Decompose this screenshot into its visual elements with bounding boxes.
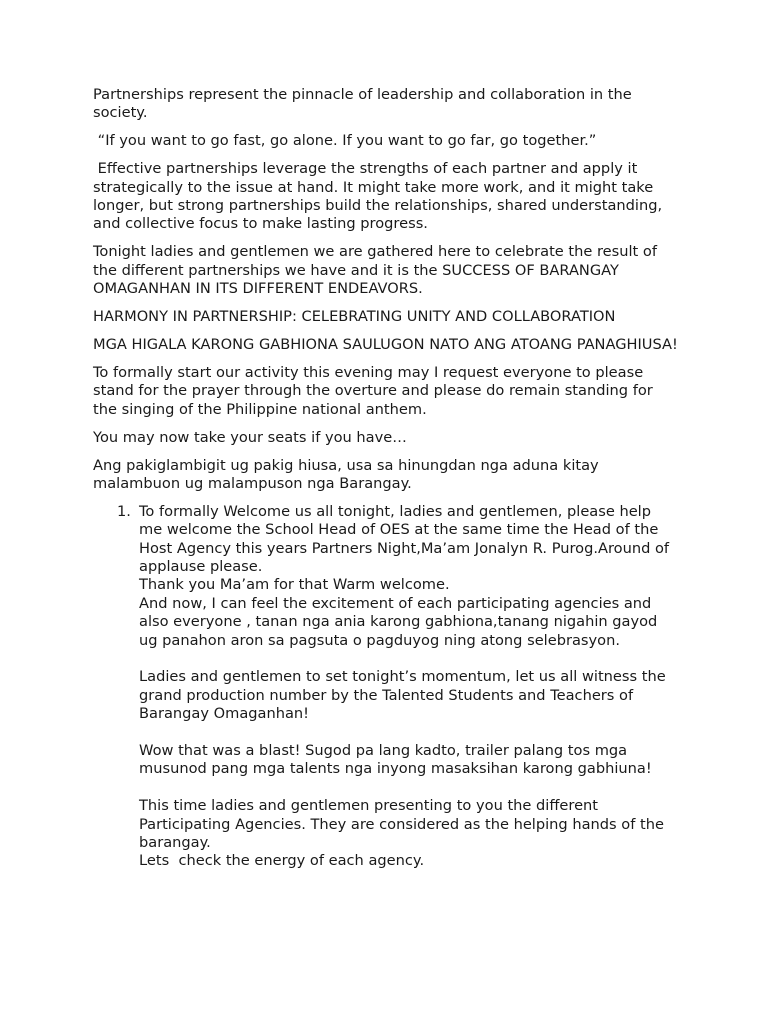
paragraph-seats: You may now take your seats if you have… [93,428,407,446]
list-line-energy: Lets check the energy of each agency. [139,852,425,870]
numbered-list [93,503,678,871]
paragraph-celebration: Tonight ladies and gentlemen we are gathered here to celebrate the result of the different partnerships we have and it is the SUCCESS OF BARANGAY OMAGANHAN IN ITS DIFFERENT ENDEAVORS. [93,243,662,298]
list-item [93,503,678,871]
list-line-welcome: To formally Welcome us all tonight, ladies and gentlemen, please help me welcome the School Head of OES at the same time the Head of the Host Agency this years Partners Night,Ma’am Jonalyn R. Purog.Around of applause please. [139,502,674,576]
paragraph-prayer-anthem: To formally start our activity this evening may I request everyone to please stand for the prayer through the overture and please do remain standing for the singing of the Philippine national anthem. [93,363,658,418]
list-line-blank [139,724,678,742]
list-line-production-number: Ladies and gentlemen to set tonight’s momentum, let us all witness the grand production number by the Talented Students and Teachers of Barangay Omaganhan! [139,668,671,723]
paragraph-theme: HARMONY IN PARTNERSHIP: CELEBRATING UNITY AND COLLABORATION [93,308,616,326]
list-line-blank [139,779,678,797]
list-line-excitement: And now, I can feel the excitement of each participating agencies and also everyone , tanan nga ania karong gabhiona,tanang nigahin gayod ug panahon aron sa pagsuta o pagduyog ning atong selebrasyon. [139,594,662,649]
paragraph-greeting: MGA HIGALA KARONG GABHIONA SAULUGON NATO ANG ATOANG PANAGHIUSA! [93,335,678,353]
list-line-blank [139,650,678,668]
list-line-thank-you: Thank you Ma’am for that Warm welcome. [139,576,450,594]
paragraph-intro: Partnerships represent the pinnacle of leadership and collaboration in the society. [93,86,637,122]
paragraph-unity: Ang pakiglambigit ug pakig hiusa, usa sa hinungdan nga aduna kitay malambuon ug malampuson nga Barangay. [93,456,604,492]
list-number: 1. [117,502,131,520]
list-line-agencies: This time ladies and gentlemen presenting to you the different Participating Agencies. They are considered as the helping hands of the barangay. [139,797,669,852]
list-line-blast: Wow that was a blast! Sugod pa lang kadto, trailer palang tos mga musunod pang mga talents nga inyong masaksihan karong gabhiuna! [139,742,652,778]
paragraph-quote: “If you want to go fast, go alone. If you want to go far, go together.” [93,132,597,150]
paragraph-effective-partnerships: Effective partnerships leverage the strengths of each partner and apply it strategically to the issue at hand. It might take more work, and it might take longer, but strong partnerships build the relationships, shared understanding, and collective focus to make lasting progress. [93,160,667,233]
